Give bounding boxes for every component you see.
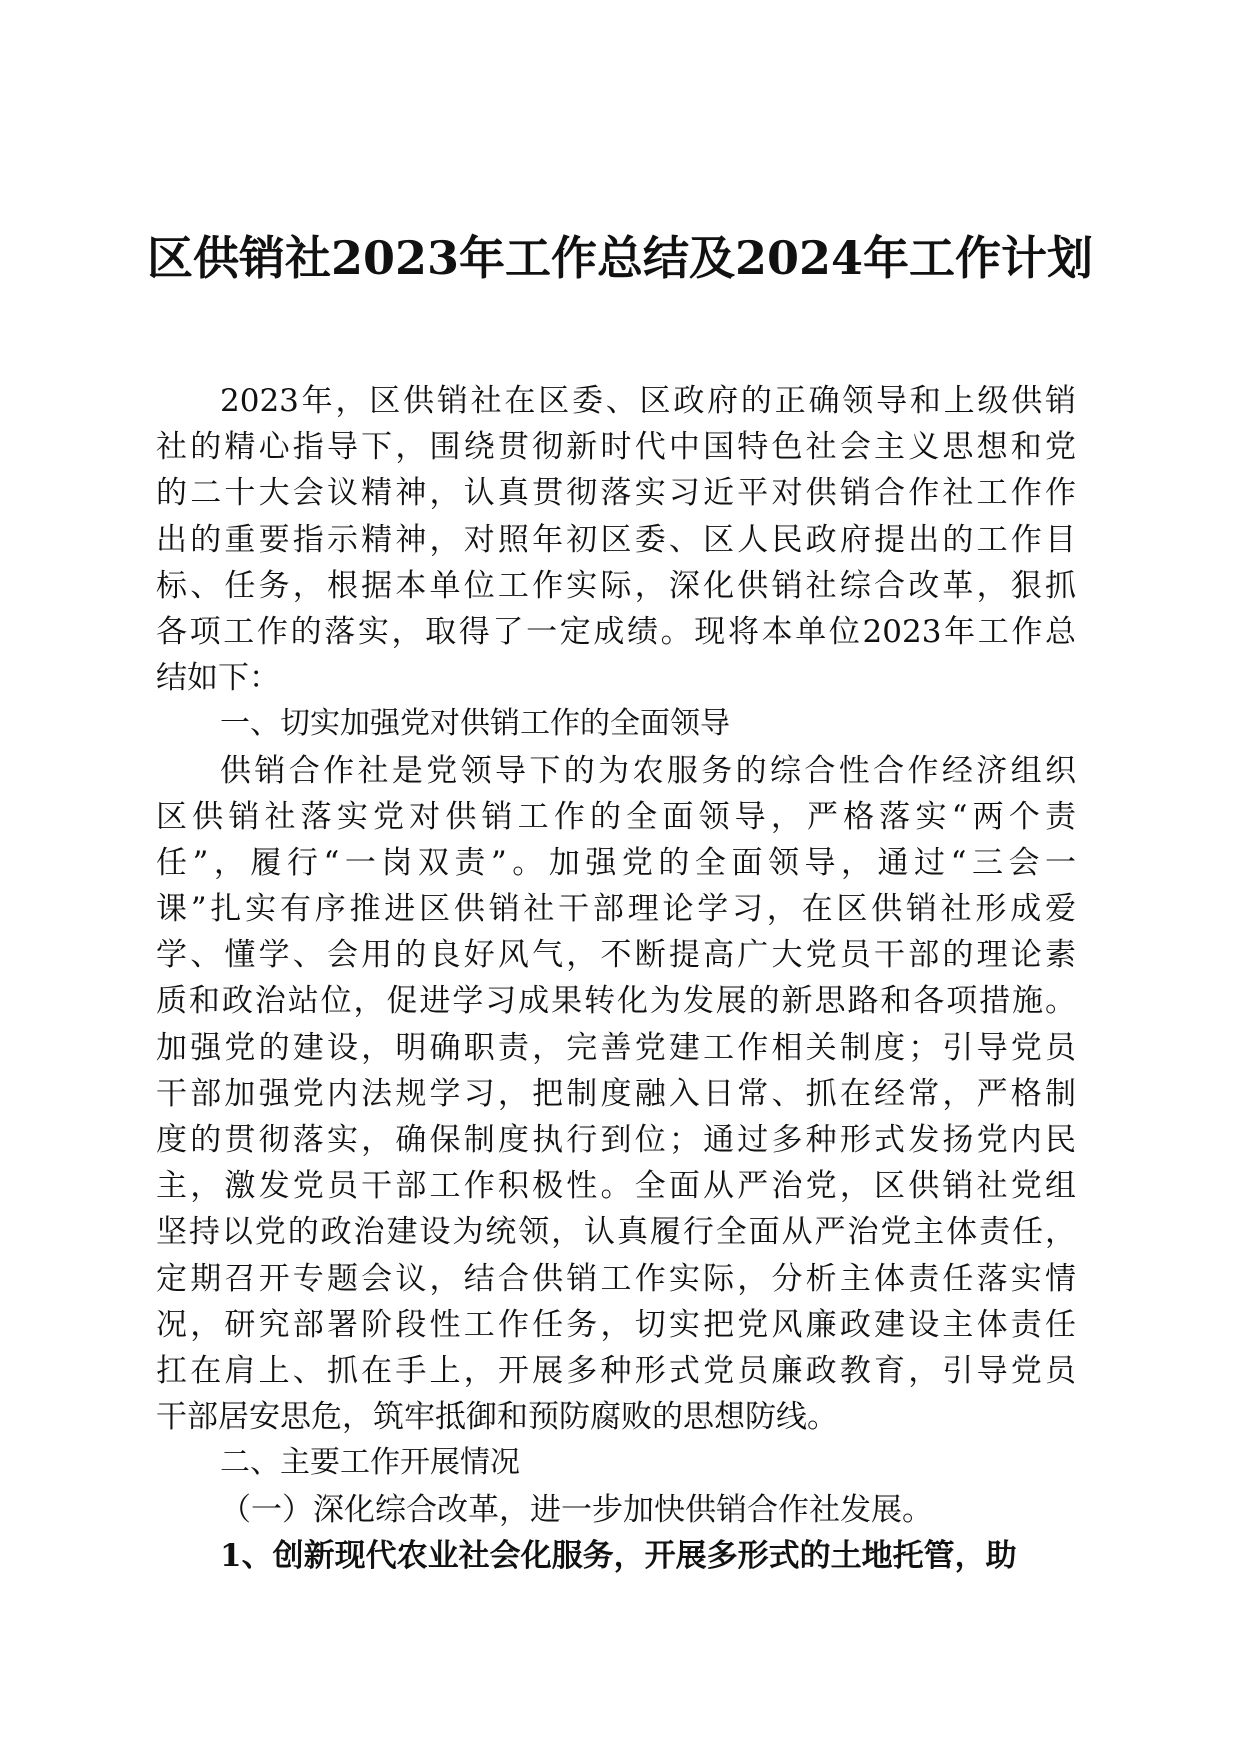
text-line: 供销合作社是党领导下的为农服务的综合性合作经济组织 bbox=[220, 752, 1076, 789]
text-line: 的二十大会议精神，认真贯彻落实习近平对供销合作社工作作 bbox=[156, 475, 1076, 512]
section-heading-1: 一、切实加强党对供销工作的全面领导 bbox=[220, 706, 730, 742]
section-heading-2: 二、主要工作开展情况 bbox=[220, 1445, 520, 1481]
text-line: 社的精心指导下，围绕贯彻新时代中国特色社会主义思想和党 bbox=[156, 429, 1076, 466]
text-line: 质和政治站位，促进学习成果转化为发展的新思路和各项措施。 bbox=[156, 983, 1076, 1020]
subsection-heading-1: （一）深化综合改革，进一步加快供销合作社发展。 bbox=[220, 1491, 933, 1528]
item-heading-1: 1、创新现代农业社会化服务，开展多形式的土地托管，助 bbox=[220, 1537, 1017, 1574]
text-line: 各项工作的落实，取得了一定成绩。现将本单位2023年工作总 bbox=[156, 613, 1076, 650]
text-line: 课”扎实有序推进区供销社干部理论学习，在区供销社形成爱 bbox=[156, 891, 1076, 928]
document-body bbox=[156, 378, 1076, 1579]
intro-paragraph bbox=[156, 378, 1076, 701]
text-line: 学、懂学、会用的良好风气，不断提高广大党员干部的理论素 bbox=[156, 937, 1076, 974]
text-line: 区供销社落实党对供销工作的全面领导，严格落实“两个责 bbox=[156, 798, 1076, 835]
text-line: 任”，履行“一岗双责”。加强党的全面领导，通过“三会一 bbox=[156, 844, 1076, 881]
text-line: 坚持以党的政治建设为统领，认真履行全面从严治党主体责任， bbox=[156, 1214, 1076, 1251]
text-line: 出的重要指示精神，对照年初区委、区人民政府提出的工作目 bbox=[156, 521, 1076, 558]
text-line: 扛在肩上、抓在手上，开展多种形式党员廉政教育，引导党员 bbox=[156, 1352, 1076, 1389]
document-title: 区供销社2023年工作总结及2024年工作计划 bbox=[146, 231, 1094, 285]
text-line: 2023年，区供销社在区委、区政府的正确领导和上级供销 bbox=[220, 383, 1076, 419]
text-line: 主，激发党员干部工作积极性。全面从严治党，区供销社党组 bbox=[156, 1168, 1076, 1205]
text-line: 干部居安思危，筑牢抵御和预防腐败的思想防线。 bbox=[156, 1399, 838, 1436]
text-line: 结如下： bbox=[156, 660, 280, 697]
text-line: 加强党的建设，明确职责，完善党建工作相关制度；引导党员 bbox=[156, 1029, 1076, 1066]
text-line: 度的贯彻落实，确保制度执行到位；通过多种形式发扬党内民 bbox=[156, 1122, 1076, 1158]
text-line: 标、任务，根据本单位工作实际，深化供销社综合改革，狠抓 bbox=[156, 567, 1076, 604]
text-line: 定期召开专题会议，结合供销工作实际，分析主体责任落实情 bbox=[156, 1260, 1076, 1297]
text-line: 况，研究部署阶段性工作任务，切实把党风廉政建设主体责任 bbox=[156, 1306, 1076, 1343]
section1-paragraph bbox=[156, 748, 1076, 1441]
text-line: 干部加强党内法规学习，把制度融入日常、抓在经常，严格制 bbox=[156, 1075, 1076, 1112]
